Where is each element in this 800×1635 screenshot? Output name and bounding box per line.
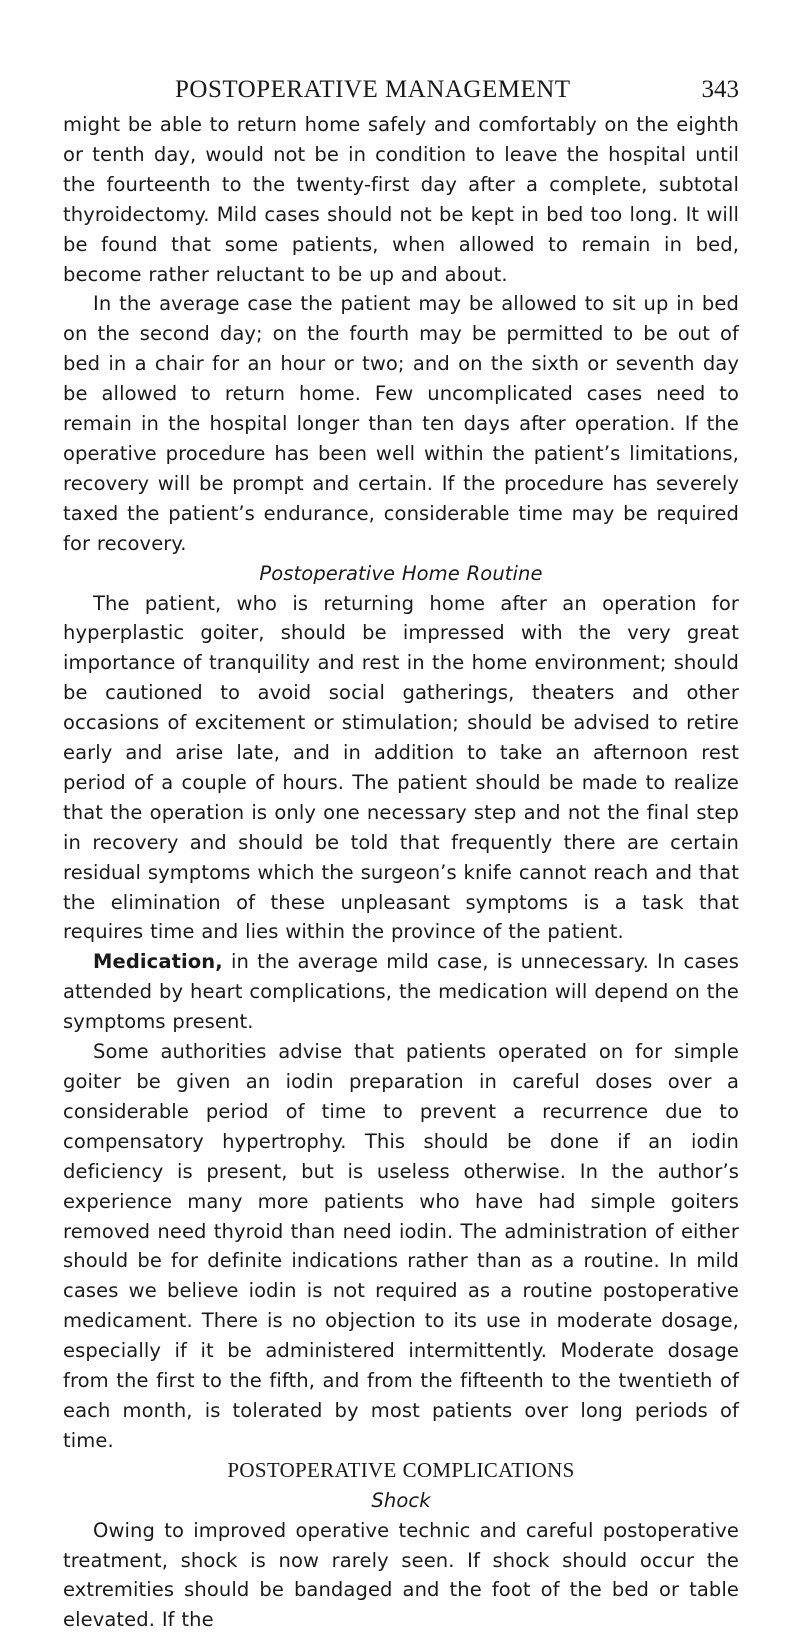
paragraph-iodin: Some authorities advise that patients operated on for simple goiter be given an iodin preparation in careful doses over a considerable period of time to prevent a recurrence due to compensatory hypertrophy. This should be done if an iodin deficiency is present, but is useless otherwise. In the author’s experience many more patients who have had simple goiters removed need thyroid than need iodin. The administration of either should be for definite indications rather than as a routine. In mild cases we believe iodin is not required as a routine postoperative medicament. There is no objection to its use in moderate dosage, especially if it be administered intermittently. Moderate dosage from the first to the fifth, and from the fifteenth to the twentieth of each month, is tolerated by most patients over long periods of time. — [63, 1040, 739, 1452]
paragraph-average-case: In the average case the patient may be allowed to sit up in bed on the second day; on the fourth may be permitted to be out of bed in a chair for an hour or two; and on the sixth or seventh day be allowed to return home. Few uncomplicated cases need to remain in the hospital longer than ten days after operation. If the operative procedure has been well within the patient’s limitations, recovery will be prompt and certain. If the procedure has severely taxed the patient’s endurance, considerable time may be required for recovery. — [63, 292, 739, 555]
book-page — [63, 70, 739, 1635]
paragraph-medication — [63, 947, 739, 1037]
run-in-heading-medication: Medication, — [93, 950, 223, 974]
running-title: POSTOPERATIVE MANAGEMENT — [175, 76, 571, 103]
body-text — [63, 110, 739, 1635]
subheading-home-routine: Postoperative Home Routine — [259, 561, 543, 585]
paragraph-continuation: might be able to return home safely and comfortably on the eighth or tenth day, would not be in condition to leave the hospital until the fourteenth to the twenty-first day after a complete, subtotal thyroidectomy. Mild cases should not be kept in bed too long. It will be found that some patients, when allowed to remain in bed, become rather reluctant to be up and about. — [63, 113, 739, 286]
page-header — [63, 70, 739, 110]
paragraph-shock: Owing to improved operative technic and careful postoperative treatment, shock is now rarely seen. If shock should occur the extremities should be bandaged and the foot of the bed or table elevated. If the — [63, 1518, 739, 1632]
page-number: 343 — [701, 76, 739, 103]
section-heading-complications: POSTOPERATIVE COMPLICATIONS — [227, 1457, 575, 1482]
paragraph-home-routine: The patient, who is returning home after an operation for hyperplastic goiter, should be impressed with the very great importance of tranquility and rest in the home environment; should be cautioned to avoid social gatherings, theaters and other occasions of excitement or stimulation; should be advised to retire early and arise late, and in addition to take an afternoon rest period of a couple of hours. The patient should be made to realize that the operation is only one necessary step and not the final step in recovery and should be told that frequently there are certain residual symptoms which the surgeon’s knife cannot reach and that the elimination of these unpleasant symptoms is a task that requires time and lies within the province of the patient. — [63, 591, 739, 944]
subheading-shock: Shock — [371, 1488, 431, 1512]
paragraph-medication-text: in the average mild case, is unnecessary. In cases attended by heart complications, the medication will depend on the symptoms present. — [63, 950, 739, 1034]
